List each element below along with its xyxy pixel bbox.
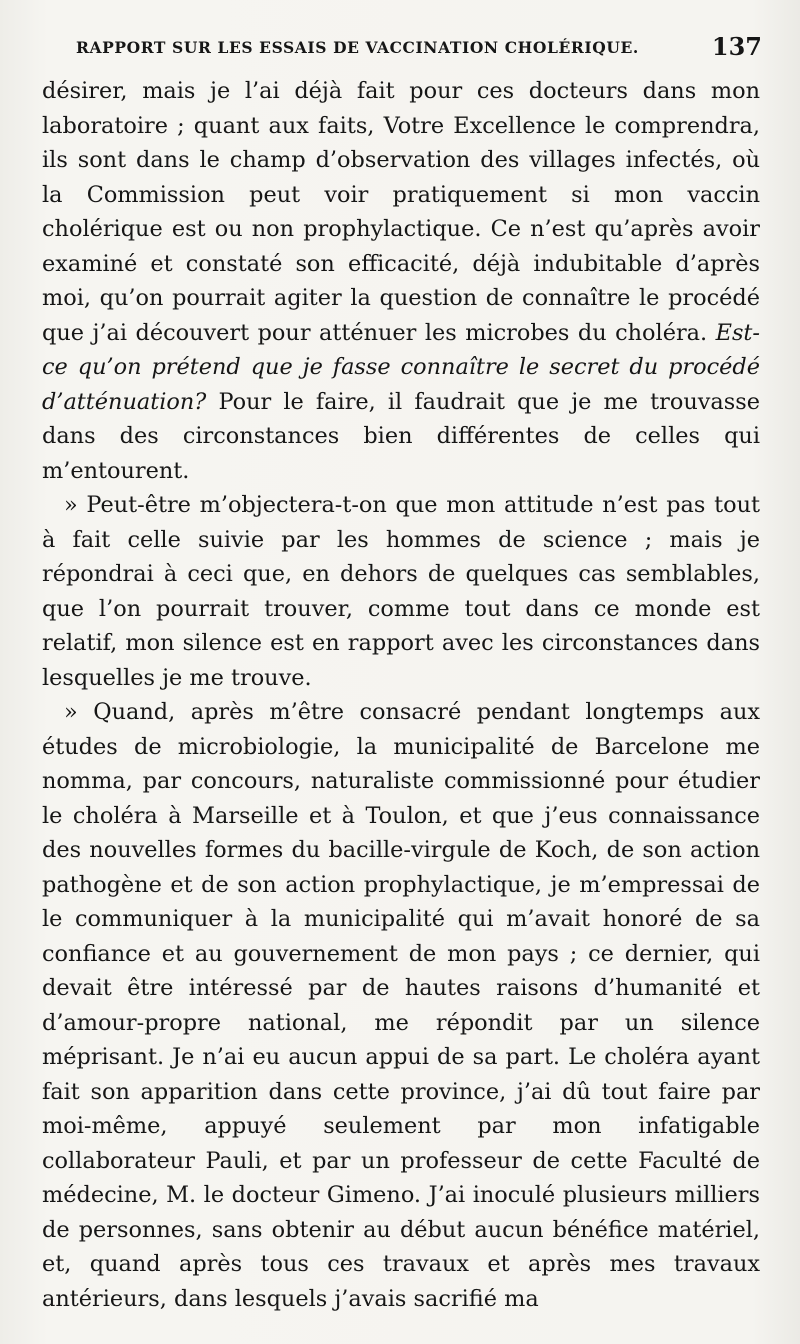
running-head (42, 28, 760, 74)
italic-question: Est-ce qu’on prétend que je fasse connaître le secret du procédé d’atténuation? (42, 319, 760, 415)
paragraph-text: désirer, mais je l’ai déjà fait pour ces docteurs dans mon laboratoire ; quant aux faits, Votre Excellence le comprendra, ils sont dans le champ d’observation des villages infectés, où la Commission peut voir pratiquement si mon vaccin cholérique est ou non prophylactique. Ce n’est qu’après avoir examiné et constaté son efficacité, déjà indubitable d’après moi, qu’on pourrait agiter la question de connaître le procédé que j’ai découvert pour atténuer les microbes du choléra. (42, 78, 760, 346)
paragraph-objection: » Peut-être m’objectera-t-on que mon attitude n’est pas tout à fait celle suivie par les hommes de science ; mais je répondrai à ceci que, en dehors de quelques cas semblables, que l’on pourrait trouver, comme tout dans ce monde est relatif, mon silence est en rapport avec les circonstances dans lesquelles je me trouve. (42, 492, 760, 691)
body-text (42, 74, 760, 1316)
paragraph-continuation (42, 74, 760, 488)
paragraph-text: Pour le faire, il faudrait que je me trouvasse dans des circonstances bien différentes de celles qui m’entourent. (42, 388, 760, 484)
page-number: 137 (711, 32, 762, 61)
paragraph-history: » Quand, après m’être consacré pendant longtemps aux études de microbiologie, la municipalité de Barcelone me nomma, par concours, naturaliste commissionné pour étudier le choléra à Marseille et à Toulon, et que j’eus connaissance des nouvelles formes du bacille-virgule de Koch, de son action pathogène et de son action prophylactique, je m’empressai de le communiquer à la municipalité qui m’avait honoré de sa confiance et au gouvernement de mon pays ; ce dernier, qui devait être intéressé par de hautes raisons d’humanité et d’amour-propre national, me répondit par un silence méprisant. Je n’ai eu aucun appui de sa part. Le choléra ayant fait son apparition dans cette province, j’ai dû tout faire par moi-même, appuyé seulement par mon infatigable collaborateur Pauli, et par un professeur de cette Faculté de médecine, M. le docteur Gimeno. J’ai inoculé plusieurs milliers de personnes, sans obtenir au début aucun bénéfice matériel, et, quand après tous ces travaux et après mes travaux antérieurs, dans lesquels j’avais sacrifié ma (42, 699, 760, 1312)
running-title: RAPPORT SUR LES ESSAIS DE VACCINATION CHOLÉRIQUE. (76, 38, 639, 57)
